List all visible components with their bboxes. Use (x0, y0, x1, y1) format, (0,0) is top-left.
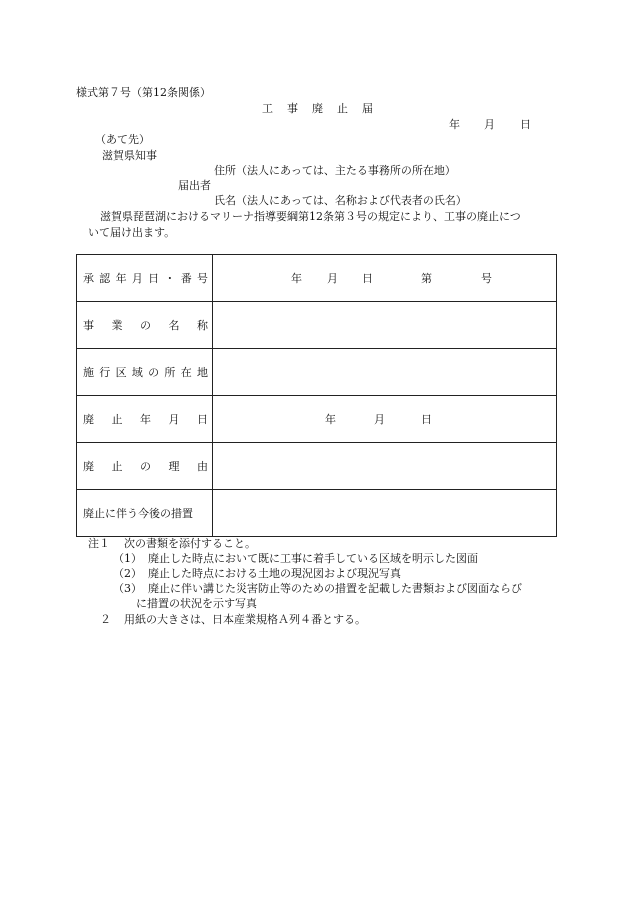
row-label-project-name (83, 317, 208, 333)
reason-cell[interactable] (213, 443, 557, 490)
abolish-year: 年 (325, 413, 336, 426)
label-char: 地 (196, 366, 208, 379)
note-item-text: 廃止した時点における土地の現況図および現況写真 (148, 567, 401, 580)
project-name-cell[interactable] (213, 302, 557, 349)
abolish-month: 月 (374, 413, 385, 426)
note-item-continuation: に措置の状況を示す写真 (136, 597, 257, 610)
label-char: の (148, 366, 160, 379)
label-char: 止 (111, 460, 123, 473)
date-month: 月 (484, 118, 495, 131)
label-char: 区 (115, 366, 127, 379)
label-char: 業 (111, 319, 123, 332)
addressee-prefix: （あて先） (95, 133, 150, 146)
label-char: 日 (197, 413, 208, 426)
row-label-reason (83, 458, 208, 474)
row-label-abolish-date (83, 411, 208, 427)
abolish-date-cell[interactable] (213, 396, 557, 443)
label-char: 日 (148, 272, 160, 285)
approval-number-suffix: 号 (481, 272, 492, 285)
table-row (77, 302, 557, 349)
title-char: 廃 (312, 102, 323, 115)
body-text-line1: 滋賀県琵琶湖におけるマリーナ指導要綱第12条第３号の規定により、工事の廃止につ (100, 210, 521, 223)
document-title (262, 103, 387, 114)
label-char: 廃 (83, 460, 94, 473)
note2-text: 用紙の大きさは、日本産業規格Ａ列４番とする。 (124, 613, 366, 626)
note-item-text: 廃止に伴い講じた災害防止等のための措置を記載した書類および図面ならび (148, 582, 522, 595)
label-char: 番 (180, 272, 192, 285)
note-item-number: （3） (113, 582, 142, 595)
approval-year: 年 (291, 272, 302, 285)
note1-label: 注１ (88, 537, 110, 550)
label-char: 所 (164, 366, 176, 379)
label-char: 理 (168, 460, 180, 473)
applicant-address-label: 住所（法人にあっては、主たる事務所の所在地） (214, 164, 456, 177)
body-text-line2: いて届け出ます。 (88, 226, 176, 239)
date-day: 日 (520, 118, 531, 131)
table-row (77, 349, 557, 396)
row-label-location (83, 364, 208, 380)
table-row (77, 443, 557, 490)
note-item-number: （2） (113, 567, 142, 580)
approval-month: 月 (327, 272, 338, 285)
title-char: 止 (337, 102, 348, 115)
addressee-name: 滋賀県知事 (102, 149, 157, 162)
label-char: の (140, 319, 151, 332)
label-char: 承 (83, 272, 94, 285)
label-char: 月 (131, 272, 143, 285)
label-char: 称 (197, 319, 208, 332)
title-char: 届 (362, 102, 373, 115)
label-char: 事 (83, 319, 94, 332)
table-row (77, 396, 557, 443)
approval-day: 日 (362, 272, 373, 285)
label-char: 在 (180, 366, 192, 379)
label-char: 廃 (83, 413, 94, 426)
location-cell[interactable] (213, 349, 557, 396)
row-label-approval (83, 270, 208, 286)
row-label-measures: 廃止に伴う今後の措置 (83, 507, 193, 520)
label-char: 由 (197, 460, 208, 473)
note-item-text: 廃止した時点において既に工事に着手している区域を明示した図面 (148, 552, 478, 565)
label-char: の (140, 460, 151, 473)
label-char: 月 (168, 413, 180, 426)
label-char: 号 (196, 272, 208, 285)
label-char: ・ (164, 272, 176, 285)
table-row (77, 255, 557, 302)
applicant-name-label: 氏名（法人にあっては、名称および代表者の氏名） (214, 194, 467, 207)
label-char: 施 (83, 366, 94, 379)
label-char: 止 (111, 413, 123, 426)
title-char: 事 (287, 102, 298, 115)
note1-text: 次の書類を添付すること。 (124, 537, 256, 550)
notice-table (76, 254, 557, 537)
table-row (77, 490, 557, 537)
title-char: 工 (262, 102, 273, 115)
label-char: 名 (168, 319, 180, 332)
approval-number-prefix: 第 (421, 272, 432, 285)
applicant-role: 届出者 (178, 179, 211, 192)
note-item-number: （1） (113, 552, 142, 565)
note2-label: ２ (100, 613, 111, 626)
date-year: 年 (449, 118, 460, 131)
form-number: 様式第７号（第12条関係） (76, 86, 211, 99)
label-char: 年 (140, 413, 151, 426)
abolish-day: 日 (421, 413, 432, 426)
label-char: 行 (99, 366, 111, 379)
label-char: 認 (99, 272, 111, 285)
measures-cell[interactable] (213, 490, 557, 537)
approval-value-cell[interactable] (213, 255, 557, 302)
label-char: 域 (131, 366, 143, 379)
label-char: 年 (115, 272, 127, 285)
